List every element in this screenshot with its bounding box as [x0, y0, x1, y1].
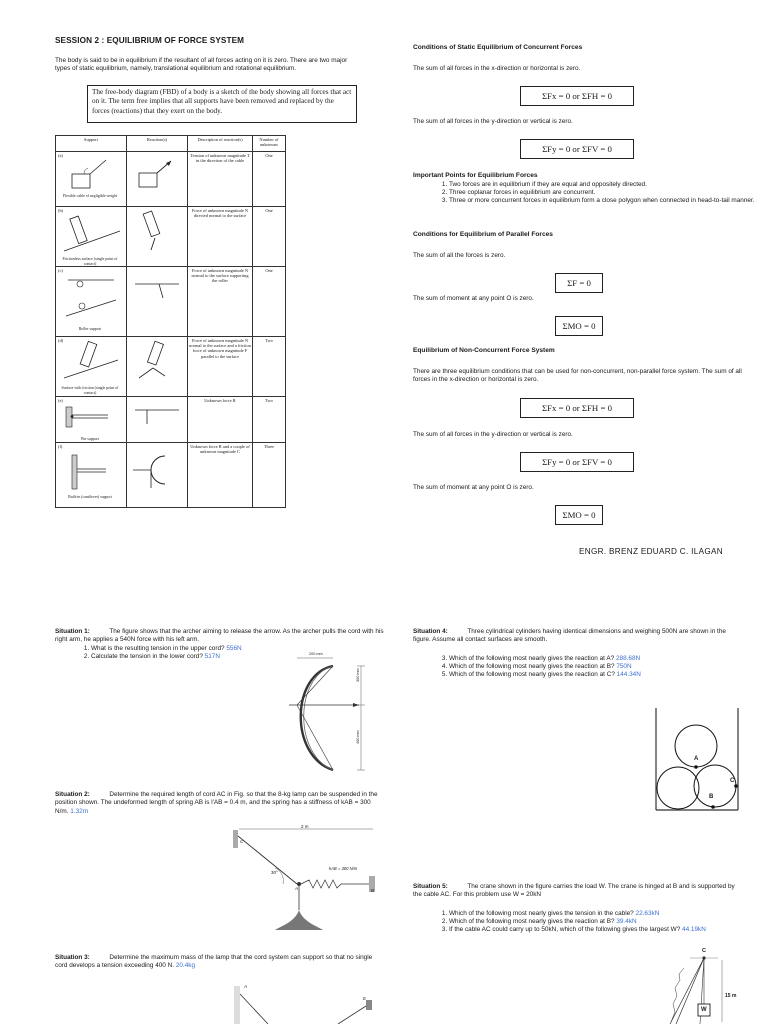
description-cell: Tension of unknown magnitude T in the direction of the cable: [188, 152, 253, 207]
th-reactions: Reaction(s): [127, 136, 188, 152]
point-label-c: C: [240, 839, 244, 844]
pin-support-icon: [58, 401, 124, 433]
support-cell: [56, 337, 127, 397]
question: Which of the following most nearly gives the reaction at C?: [449, 671, 615, 679]
dim-label: 300 mm: [356, 668, 360, 682]
answer: 44.19kN: [682, 926, 706, 934]
dim-label: 400 mm: [356, 730, 360, 744]
cylinders-figure: [652, 706, 744, 812]
intro-paragraph: The body is said to be in equilibrium if the resultant of all forces acting on it is zero. There are two major types of static equilibrium, namely, translational equilibrium and rotational equilibrium.: [55, 57, 348, 73]
concurrent-heading: Conditions of Static Equilibrium of Concurrent Forces: [413, 44, 583, 51]
points-list: [413, 181, 768, 206]
parallel-text: The sum of all the forces is zero.: [413, 252, 506, 259]
angle-label: 30°: [271, 870, 278, 875]
reaction-cell: [127, 337, 188, 397]
situation-text: Determine the required length of cord AC in Fig. so that the 8-kg lamp can be suspended in the position shown. The undeformed length of spring AB is l'AB = 0.4 m, and the spring has a stiffness of kAB = 300 N/m.: [55, 791, 378, 815]
reaction-cell: [127, 397, 188, 443]
cable-support-icon: [58, 156, 124, 196]
point-label-c: C: [730, 778, 735, 784]
description-cell: Unknown force R and a couple of unknown magnitude C: [188, 443, 253, 508]
list-item: 2. Three coplanar forces in equilibrium are concurrent.: [449, 189, 768, 197]
support-table-wrapper: [55, 135, 286, 508]
question: Which of the following most nearly gives the reaction at B?: [449, 663, 615, 671]
frictionless-surface-icon: [58, 211, 124, 255]
point-label-a: A: [295, 886, 299, 891]
answer: 144.34N: [616, 671, 641, 679]
support-caption: Frictionless surface (single point of contact): [62, 257, 118, 266]
support-cell: [56, 443, 127, 508]
answer: 20.4kg: [175, 962, 196, 970]
situation-text: Determine the maximum mass of the lamp that the cord system can support so that no single cord develops a tension exceeding 400 N.: [55, 954, 373, 970]
row-tag: (c): [58, 268, 63, 273]
reaction-cell: [127, 152, 188, 207]
point-label-a: A: [244, 984, 248, 989]
point-label-c: C: [702, 948, 706, 954]
list-item: 3. Three or more concurrent forces in equilibrium form a close polygon when connected in head-to-tail manner.: [449, 197, 768, 205]
equation-m-2: ΣMO = 0: [555, 505, 603, 525]
points-heading: Important Points for Equilibrium Forces: [413, 172, 538, 179]
dim-label: 200 mm: [309, 652, 323, 656]
session-title: SESSION 2 : EQUILIBRIUM OF FORCE SYSTEM: [55, 36, 245, 45]
equation-f: ΣF = 0: [555, 273, 603, 293]
description-cell: Unknown force R: [188, 397, 253, 443]
support-caption: Roller support: [78, 327, 102, 331]
unknowns-cell: Two: [253, 337, 286, 397]
table-row: [56, 207, 286, 267]
question: Calculate the tension in the lower cord?: [91, 653, 203, 661]
moment-text: The sum of moment at any point O is zero.: [413, 295, 534, 302]
situation-text: Three cylindrical cylinders having identical dimensions and weighing 500N are shown in the figure. Assume all contact surfaces are smooth.: [413, 628, 726, 644]
cord-system-figure: [232, 982, 382, 1024]
th-support: Support: [56, 136, 127, 152]
answer: 22.63kN: [635, 909, 660, 917]
roller-reaction-icon: [129, 268, 185, 318]
y-sum-text-2: The sum of all forces in the y-direction or vertical is zero.: [413, 431, 573, 438]
point-label-b: B: [371, 888, 375, 893]
friction-surface-icon: [58, 338, 124, 382]
pin-reaction-icon: [129, 398, 185, 432]
nonconcurrent-heading: Equilibrium of Non-Concurrent Force System: [413, 347, 555, 354]
description-cell: Force of unknown magnitude N normal to the surface and a friction force of unknown magnitude F parallel to the surface: [188, 337, 253, 397]
reaction-cell: [127, 207, 188, 267]
description-cell: Force of unknown magnitude N directed normal to the surface: [188, 207, 253, 267]
friction-reaction-icon: [129, 338, 185, 382]
point-label-e: E: [363, 996, 367, 1001]
situation-text: The figure shows that the archer aiming to release the arrow. As the archer pulls the cord with his right arm, he applies a 540N force with his left arm.: [55, 628, 384, 644]
support-caption: Built-in (cantilever) support: [68, 495, 112, 499]
support-cell: [56, 397, 127, 443]
answer: 288.68N: [615, 654, 641, 662]
unknowns-cell: One: [253, 152, 286, 207]
description-cell: Force of unknown magnitude N normal to the surface supporting the roller: [188, 267, 253, 337]
answer: 1.32m: [70, 807, 89, 815]
fbd-definition-box: [87, 85, 357, 123]
situation-4: [413, 628, 733, 679]
unknowns-cell: One: [253, 207, 286, 267]
table-row: [56, 397, 286, 443]
fbd-definition-text: The free-body diagram (FBD) of a body is a sketch of the body showing all forces that act on it. The term free implies that all supports have been removed and replaced by the forces (reactions) that they exert on the body.: [92, 88, 352, 115]
situation-label: Situation 3:: [55, 954, 90, 961]
bow-figure: [285, 652, 385, 778]
author-name: ENGR. BRENZ EDUARD C. ILAGAN: [579, 547, 723, 556]
reaction-cell: [127, 267, 188, 337]
point-label-a: A: [694, 756, 699, 762]
question: If the cable AC could carry up to 50kN, which of the following gives the largest W?: [449, 926, 681, 934]
moment-reaction-icon: [129, 444, 185, 494]
support-caption: Flexible cable of negligible weight: [62, 194, 118, 198]
answer: 39.4kN: [616, 918, 637, 926]
question: Which of the following most nearly gives the tension in the cable?: [449, 909, 634, 917]
answer: 556N: [226, 644, 242, 652]
th-unknowns: Number of unknowns: [253, 136, 286, 152]
answer: 517N: [204, 653, 220, 661]
nonconcurrent-text: There are three equilibrium conditions that can be used for non-concurrent, non-parallel force system. The sum of all forces in the x-direction or horizontal is zero.: [413, 368, 742, 384]
row-tag: (d): [58, 338, 64, 343]
situation-2: [55, 791, 385, 816]
table-row: [56, 443, 286, 508]
dim-label: 2 m: [301, 824, 309, 829]
th-description: Description of reaction(s): [188, 136, 253, 152]
table-row: [56, 267, 286, 337]
equation-fy: ΣFy = 0 or ΣFV = 0: [520, 139, 634, 159]
cord-system-diagram-icon: [232, 982, 382, 1024]
situation-label: Situation 1:: [55, 628, 90, 635]
support-caption: Surface with friction (single point of contact): [61, 386, 119, 395]
roller-support-icon: [58, 272, 124, 328]
dim-label: 15 m: [725, 993, 737, 999]
tension-arrow-icon: [129, 159, 185, 199]
parallel-heading: Conditions for Equilibrium of Parallel Forces: [413, 231, 553, 238]
question: Which of the following most nearly gives the reaction at A?: [449, 654, 615, 662]
question: What is the resulting tension in the upper cord?: [91, 644, 225, 652]
support-cell: [56, 267, 127, 337]
x-sum-text: The sum of all forces in the x-direction or horizontal is zero.: [413, 65, 581, 72]
situation-text: The crane shown in the figure carries the load W. The crane is hinged at B and is supported by the cable AC. For this problem use W = 20kN: [413, 883, 735, 899]
reaction-cell: [127, 443, 188, 508]
situation-5: [413, 883, 743, 934]
support-caption: Pin support: [81, 437, 99, 441]
row-tag: (f): [58, 444, 63, 449]
equation-fx: ΣFx = 0 or ΣFH = 0: [520, 86, 634, 106]
list-item: 1. Two forces are in equilibrium if they are equal and oppositely directed.: [449, 181, 768, 189]
support-cell: [56, 207, 127, 267]
table-row: [56, 337, 286, 397]
unknowns-cell: One: [253, 267, 286, 337]
lamp-spring-diagram-icon: [231, 826, 381, 936]
normal-force-icon: [129, 208, 185, 252]
row-tag: (b): [58, 208, 64, 213]
support-cell: [56, 152, 127, 207]
unknowns-cell: Two: [253, 397, 286, 443]
equation-fx-2: ΣFx = 0 or ΣFH = 0: [520, 398, 634, 418]
situation-3: [55, 954, 385, 971]
question: Which of the following most nearly gives the reaction at B?: [449, 918, 615, 926]
cantilever-support-icon: [58, 447, 124, 495]
lamp-spring-figure: [231, 826, 381, 936]
point-label-b: B: [709, 794, 714, 800]
moment-text-2: The sum of moment at any point O is zero.: [413, 484, 534, 491]
situation-label: Situation 2:: [55, 791, 90, 798]
situation-label: Situation 4:: [413, 628, 448, 635]
equation-m: ΣMO = 0: [555, 316, 603, 336]
row-tag: (a): [58, 153, 63, 158]
y-sum-text: The sum of all forces in the y-direction or vertical is zero.: [413, 118, 573, 125]
crane-figure: [660, 946, 748, 1024]
unknowns-cell: Three: [253, 443, 286, 508]
load-label-w: W: [701, 1007, 707, 1013]
row-tag: (e): [58, 398, 63, 403]
equation-fy-2: ΣFy = 0 or ΣFV = 0: [520, 452, 634, 472]
answer: 750N: [616, 663, 632, 671]
spring-k-label: kAB = 300 N/m: [329, 866, 358, 871]
support-table: [55, 135, 286, 508]
situation-label: Situation 5:: [413, 883, 448, 890]
table-row: [56, 152, 286, 207]
bow-diagram-icon: [285, 652, 385, 778]
